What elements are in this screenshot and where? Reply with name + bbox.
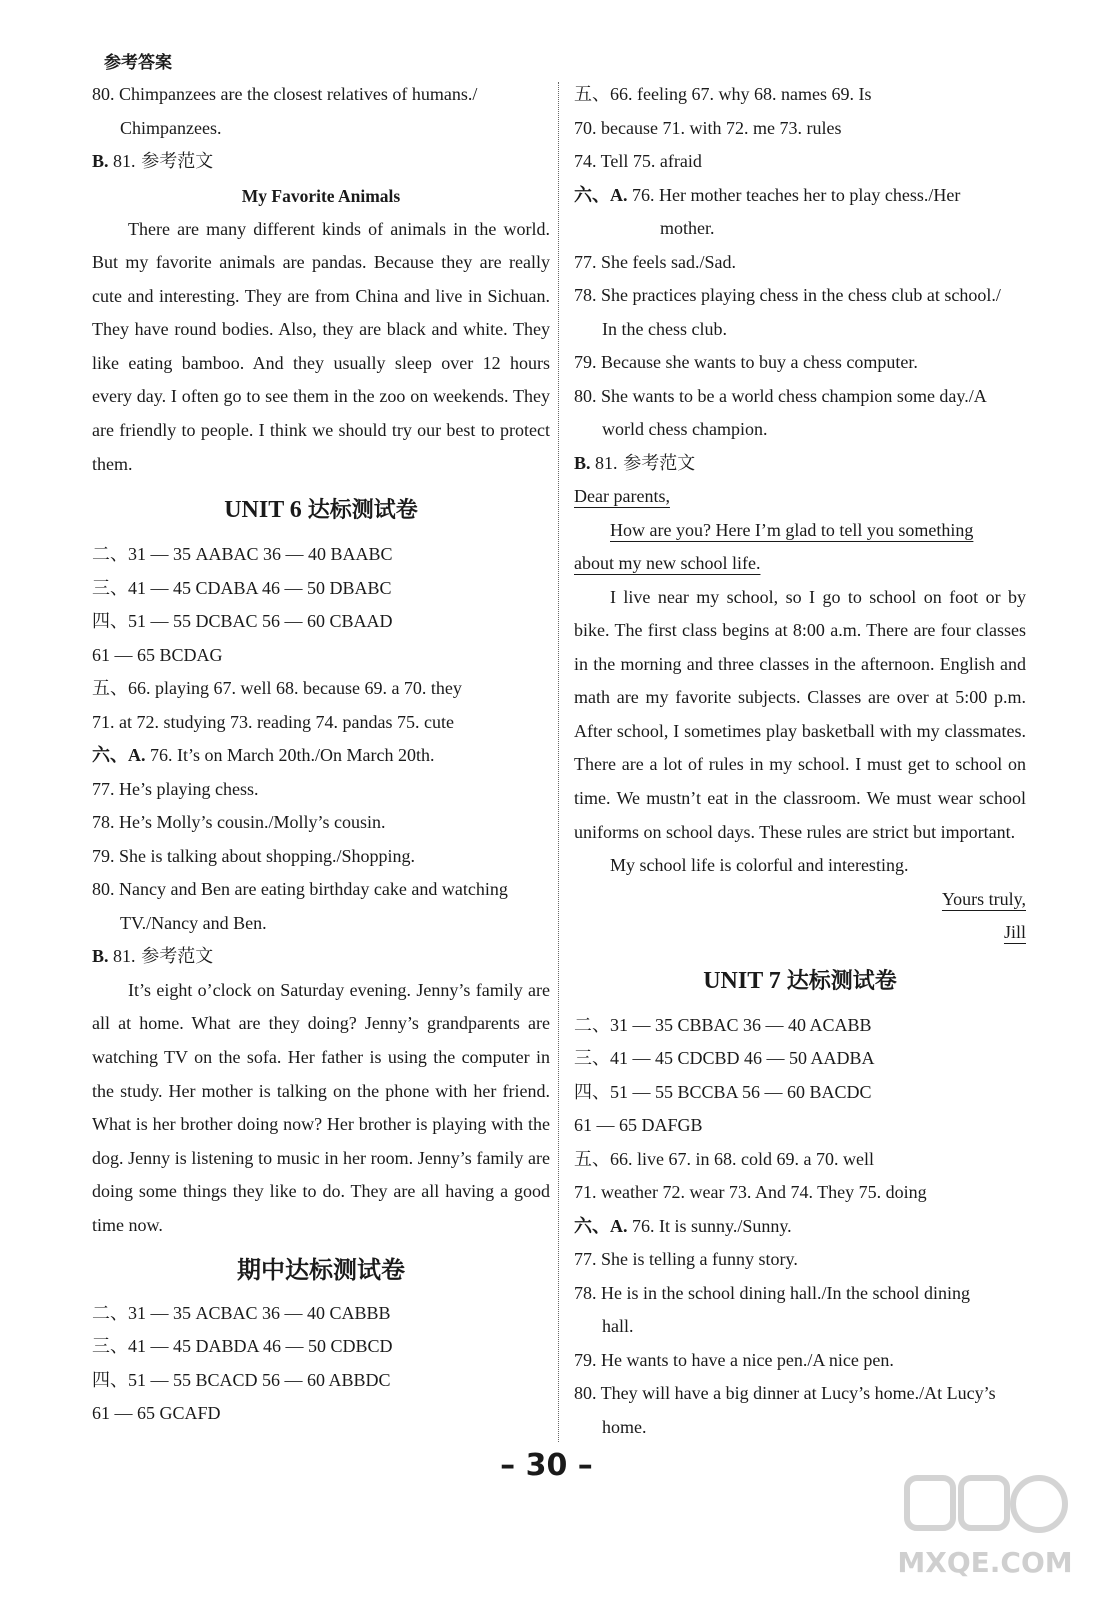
- answer-line: 四、51 — 55 BCACD 56 — 60 ABBDC: [92, 1369, 391, 1390]
- answer-line: 二、31 — 35 AABAC 36 — 40 BAABC: [92, 544, 393, 565]
- answer-line: 五、66. playing 67. well 68. because 69. a 70. they: [92, 678, 462, 699]
- letter-body: My school life is colorful and interesting.: [610, 855, 909, 876]
- watermark-text: MXQE.COM: [897, 1546, 1073, 1579]
- answer-line: 六、A. 76. It is sunny./Sunny.: [574, 1215, 792, 1236]
- answer-line: 77. He’s playing chess.: [92, 778, 259, 799]
- answer-line: 80. Nancy and Ben are eating birthday cake and watching: [92, 879, 508, 900]
- answer-line: 70. because 71. with 72. me 73. rules: [574, 117, 842, 138]
- answer-line: TV./Nancy and Ben.: [120, 912, 267, 933]
- letter-signature: Jill: [1003, 922, 1026, 943]
- answer-line: 74. Tell 75. afraid: [574, 151, 702, 171]
- answer-line: 61 — 65 BCDAG: [92, 644, 223, 665]
- answer-line: 77. She feels sad./Sad.: [574, 251, 736, 272]
- sample-essay-label: B. 81. 参考范文: [92, 946, 214, 968]
- answer-line: 三、41 — 45 CDCBD 46 — 50 AADBA: [574, 1048, 875, 1069]
- answer-line: 79. He wants to have a nice pen./A nice pen.: [574, 1349, 894, 1370]
- answer-line: Chimpanzees.: [120, 117, 222, 138]
- sample-essay-label: B. 81. 参考范文: [92, 151, 214, 172]
- answer-line: 二、31 — 35 CBBAC 36 — 40 ACABB: [574, 1014, 872, 1035]
- answer-line: 79. She is talking about shopping./Shopping.: [92, 845, 416, 866]
- answer-line: 71. weather 72. wear 73. And 74. They 75. doing: [574, 1182, 927, 1203]
- answer-line: world chess champion.: [602, 419, 768, 439]
- answer-line: 61 — 65 GCAFD: [92, 1403, 221, 1423]
- answer-line: 78. He’s Molly’s cousin./Molly’s cousin.: [92, 812, 386, 833]
- letter-body: I live near my school, so I go to school on foot or by bike. The first class begins at 8:00 a.m. There are four classes in the morning and three classes in the afternoon. English and math are my favorite subjects. Classes are over at 5:00 p.m. After school, I sometimes play basketball with my classmates. There are a lot of rules in my school. I must get to school on time. We mustn’t eat in the classroom. We must wear school uniforms on school days. These rules are strict but important.: [574, 586, 1026, 842]
- letter-greeting: Dear parents,: [574, 486, 670, 506]
- page-number: – 30 –: [500, 1448, 593, 1483]
- left-column: [92, 78, 550, 1431]
- unit6-title: UNIT 6 达标测试卷: [224, 497, 418, 524]
- answer-line: 80. Chimpanzees are the closest relatives of humans./: [92, 84, 478, 104]
- answer-line: 四、51 — 55 BCCBA 56 — 60 BACDC: [574, 1081, 872, 1102]
- answer-line: 四、51 — 55 DCBAC 56 — 60 CBAAD: [92, 611, 393, 632]
- answer-line: 二、31 — 35 ACBAC 36 — 40 CABBB: [92, 1302, 391, 1323]
- essay-paragraph: It’s eight o’clock on Saturday evening. Jenny’s family are all at home. What are they doing? Jenny’s grandparents are watching TV on the sofa. Her father is using the computer in the study. Her mother is talking on the phone with her friend. What is her brother doing now? Her brother is playing with the dog. Jenny is listening to music in her room. Jenny’s family are doing some things they like to do. They are all having a good time now.: [92, 979, 550, 1235]
- answer-line: 61 — 65 DAFGB: [574, 1115, 703, 1136]
- letter-closing: Yours truly,: [941, 888, 1026, 909]
- answer-line: 79. Because she wants to buy a chess computer.: [574, 352, 918, 372]
- answer-line: In the chess club.: [602, 318, 727, 339]
- watermark-logo: [895, 1468, 1075, 1588]
- answer-line: 三、41 — 45 CDABA 46 — 50 DBABC: [92, 577, 392, 598]
- answer-line: 78. He is in the school dining hall./In the school dining: [574, 1282, 970, 1303]
- answer-line: 71. at 72. studying 73. reading 74. pandas 75. cute: [92, 711, 454, 732]
- answer-line: 五、66. live 67. in 68. cold 69. a 70. well: [574, 1148, 874, 1169]
- unit7-title: UNIT 7 达标测试卷: [703, 967, 897, 994]
- answer-line: 77. She is telling a funny story.: [574, 1249, 798, 1270]
- answer-line: 80. She wants to be a world chess champion some day./A: [574, 385, 987, 406]
- midterm-title: 期中达标测试卷: [237, 1255, 405, 1284]
- page-header: 参考答案: [104, 53, 172, 73]
- answer-line: home.: [602, 1416, 647, 1437]
- column-divider: [558, 82, 559, 1442]
- letter-opening: How are you? Here I’m glad to tell you something: [610, 519, 974, 540]
- letter-opening: about my new school life.: [574, 553, 761, 573]
- answer-line: 78. She practices playing chess in the chess club at school./: [574, 285, 1001, 305]
- sample-essay-label: B. 81. 参考范文: [574, 452, 696, 474]
- answer-line: 三、41 — 45 DABDA 46 — 50 CDBCD: [92, 1336, 393, 1356]
- answer-line: 六、A. 76. Her mother teaches her to play chess./Her: [574, 184, 961, 205]
- essay-title: My Favorite Animals: [241, 185, 401, 206]
- answer-line: 五、66. feeling 67. why 68. names 69. Is: [574, 84, 872, 104]
- answer-line: 80. They will have a big dinner at Lucy’s home./At Lucy’s: [574, 1383, 996, 1404]
- answer-line: mother.: [660, 218, 715, 238]
- answer-line: hall.: [602, 1316, 634, 1337]
- right-column: [574, 78, 1026, 1444]
- answer-line: 六、A. 76. It’s on March 20th./On March 20th.: [92, 745, 435, 766]
- essay-paragraph: There are many different kinds of animals in the world. But my favorite animals are pandas. Because they are really cute and interesting. They are from China and live in Sichuan. They have round bodies. Also, they are black and white. They like eating bamboo. And they usually sleep over 12 hours every day. I often go to see them in the zoo on weekends. They are friendly to people. I think we should try our best to protect them.: [92, 218, 550, 474]
